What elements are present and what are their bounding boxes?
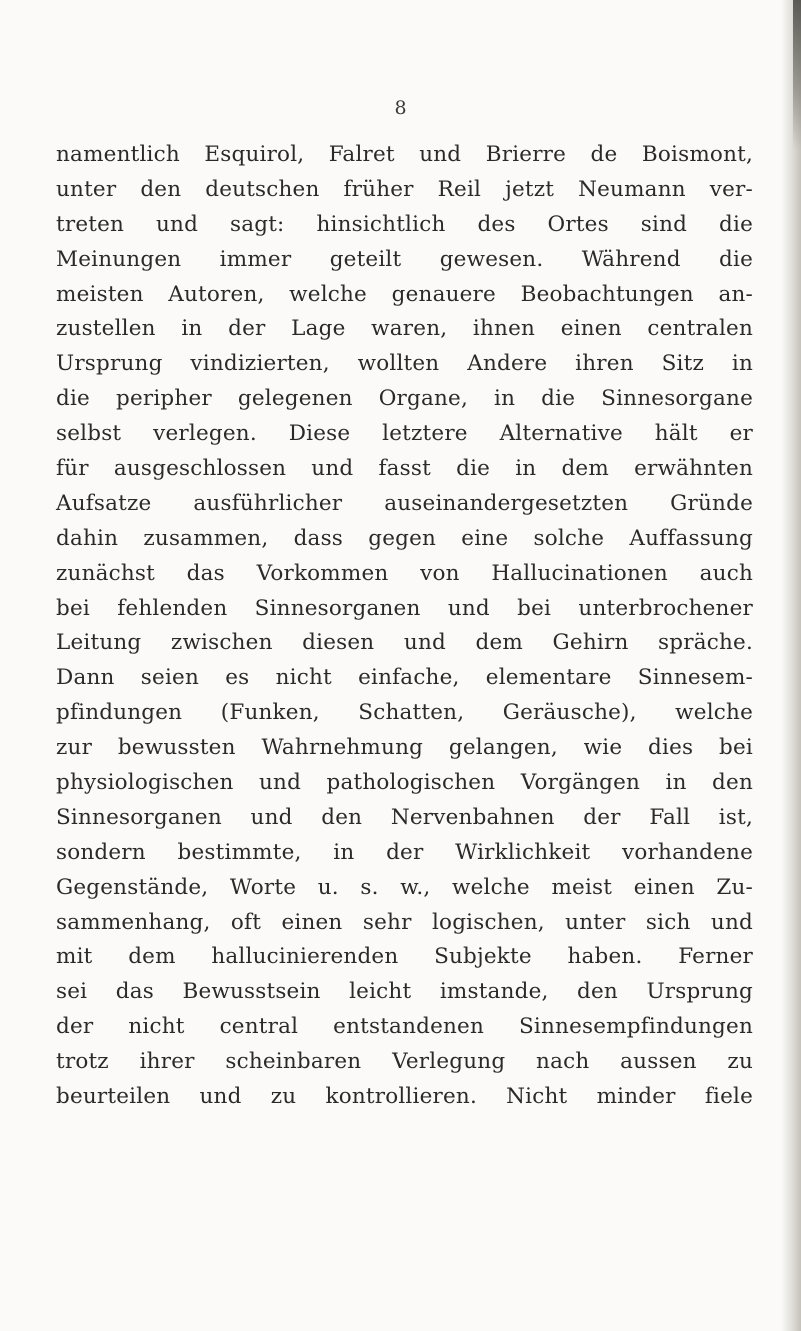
body-text xyxy=(56,138,753,1115)
text-line: zustellen in der Lage waren, ihnen einen centralen xyxy=(56,316,753,342)
text-line: sei das Bewusstsein leicht imstande, den Ursprung xyxy=(56,979,753,1005)
text-line: trotz ihrer scheinbaren Verlegung nach aussen zu xyxy=(56,1049,753,1075)
text-line: für ausgeschlossen und fasst die in dem erwähnten xyxy=(56,456,753,482)
text-line: Sinnesorganen und den Nervenbahnen der Fall ist, xyxy=(56,804,753,830)
text-line: beurteilen und zu kontrollieren. Nicht minder fiele xyxy=(56,1084,753,1110)
text-line: mit dem hallucinierenden Subjekte haben. Ferner xyxy=(56,944,753,970)
text-line: sondern bestimmte, in der Wirklichkeit vorhandene xyxy=(56,839,753,865)
page-edge-shadow xyxy=(781,0,801,1331)
text-line: Aufsatze ausführlicher auseinandergesetzten Gründe xyxy=(56,490,753,516)
text-line: selbst verlegen. Diese letztere Alternative hält er xyxy=(56,421,753,447)
text-line: sammenhang, oft einen sehr logischen, unter sich und xyxy=(56,909,753,935)
text-line: treten und sagt: hinsichtlich des Ortes sind die xyxy=(56,211,753,237)
text-line: pfindungen (Funken, Schatten, Geräusche), welche xyxy=(56,700,753,726)
text-line: dahin zusammen, dass gegen eine solche Auffassung xyxy=(56,525,753,551)
text-line: Meinungen immer geteilt gewesen. Während die xyxy=(56,246,753,272)
text-line: zunächst das Vorkommen von Hallucinationen auch xyxy=(56,560,753,586)
text-line: die peripher gelegenen Organe, in die Sinnesorgane xyxy=(56,386,753,412)
text-line: zur bewussten Wahrnehmung gelangen, wie dies bei xyxy=(56,735,753,761)
text-line: meisten Autoren, welche genauere Beobachtungen an- xyxy=(56,281,753,307)
text-line: Ursprung vindizierten, wollten Andere ihren Sitz in xyxy=(56,351,753,377)
text-line: bei fehlenden Sinnesorganen und bei unterbrochener xyxy=(56,595,753,621)
text-line: physiologischen und pathologischen Vorgängen in den xyxy=(56,770,753,796)
text-line: namentlich Esquirol, Falret und Brierre de Boismont, xyxy=(56,142,753,167)
page-edge-dark-corner xyxy=(793,0,801,150)
text-line: Dann seien es nicht einfache, elementare Sinnesem- xyxy=(56,665,753,691)
text-line: unter den deutschen früher Reil jetzt Neumann ver- xyxy=(56,176,753,202)
page-number: 8 xyxy=(394,97,407,119)
text-line: Leitung zwischen diesen und dem Gehirn spräche. xyxy=(56,630,753,656)
text-line: der nicht central entstandenen Sinnesempfindungen xyxy=(56,1014,753,1040)
text-line: Gegenstände, Worte u. s. w., welche meist einen Zu- xyxy=(56,874,753,900)
